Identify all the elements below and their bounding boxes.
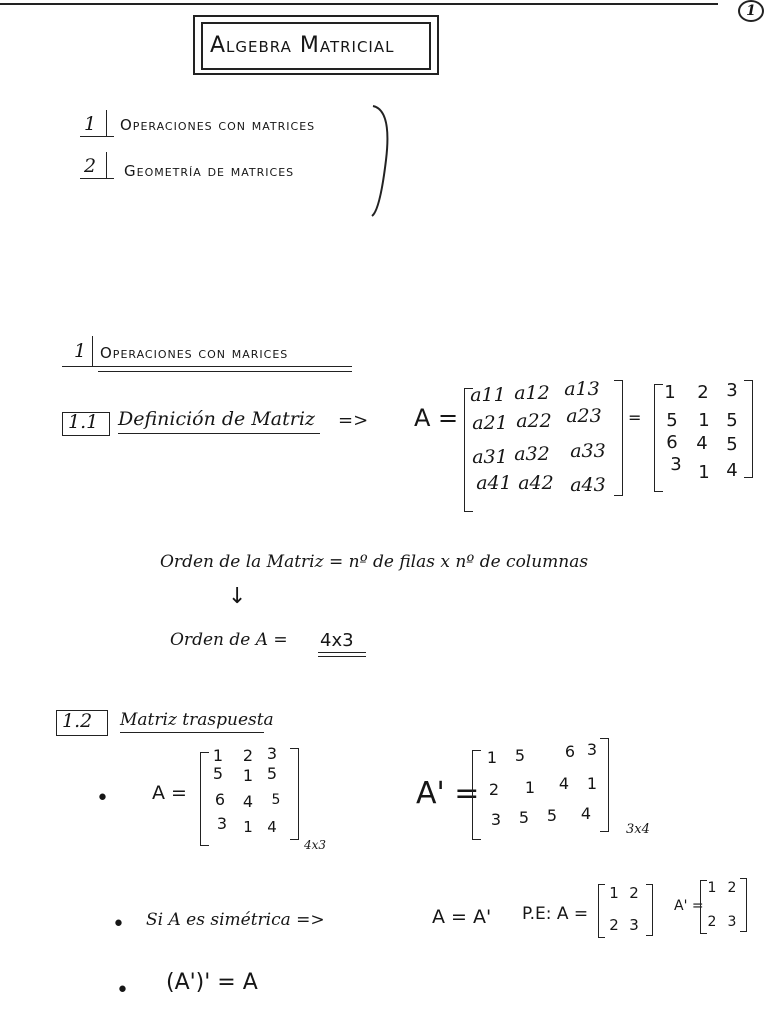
sub-1-1-number: 1.1 [68, 411, 99, 433]
ex-a-r3c1: 6 [214, 790, 226, 809]
cell-a13: a13 [564, 378, 600, 400]
ex-a-r2c3: 5 [266, 764, 278, 783]
toc-2-text: Geometría de matrices [124, 162, 295, 180]
pe-at-label: A' = [674, 898, 704, 914]
toc-2-number: 2 [84, 155, 97, 177]
cell-a32: a32 [514, 443, 550, 465]
ex-at-r1c1: 1 [486, 748, 498, 767]
ex-at-r2c4: 1 [586, 774, 598, 793]
matrix-symbolic-right-bracket [614, 380, 623, 496]
num-r1c1: 1 [664, 382, 676, 403]
sub-1-2-underline [120, 732, 264, 733]
example-a-right-bracket [290, 748, 299, 840]
section-1-underline-2 [98, 371, 352, 372]
sub-1-2-title: Matriz traspuesta [120, 710, 274, 730]
num-r4c3: 4 [726, 460, 738, 481]
num-r2c1: 5 [666, 410, 678, 431]
ex-a-r1c3: 3 [266, 744, 278, 763]
ex-a-r4c1: 3 [216, 814, 228, 833]
cell-a33: a33 [570, 440, 606, 462]
example-a-label: A = [152, 782, 187, 804]
symmetric-equation: A = A' [432, 906, 492, 928]
orden-definition: Orden de la Matriz = nº de filas x nº de columnas [160, 552, 589, 572]
orden-a-label: Orden de A = [170, 630, 288, 650]
pe-at-r2c1: 2 [707, 914, 717, 930]
ex-at-r1c3: 6 [564, 742, 576, 761]
ex-at-r3c2: 5 [518, 808, 530, 827]
ex-at-r3c1: 3 [490, 810, 502, 829]
num-r2c3: 5 [726, 410, 738, 431]
cell-a12: a12 [514, 382, 550, 404]
transpose-rule: (A')' = A [166, 970, 258, 995]
pe-a-right-bracket [646, 884, 653, 936]
pe-a-r1c1: 1 [609, 884, 619, 902]
example-pe-label: P.E: A = [522, 904, 589, 924]
ex-a-r4c3: 4 [267, 818, 277, 836]
sub-1-1-title: Definición de Matriz [118, 408, 315, 430]
example-at-dimension: 3x4 [626, 822, 650, 837]
ex-a-r1c2: 2 [242, 746, 254, 765]
section-1-bar [92, 336, 93, 366]
pe-a-r2c1: 2 [609, 916, 619, 934]
cell-a43: a43 [570, 474, 606, 496]
num-r1c3: 3 [726, 380, 738, 401]
orden-a-underline-1 [318, 652, 366, 653]
toc-1-text: Operaciones con matrices [120, 116, 316, 134]
toc-1-number: 1 [84, 113, 97, 135]
ex-at-r3c3: 5 [546, 806, 558, 825]
down-arrow: ↓ [228, 584, 247, 609]
example-at-label: A' = [416, 776, 480, 811]
ex-a-r4c2: 1 [243, 818, 253, 836]
matrix-equals: = [628, 408, 642, 427]
num-r3c1: 6 [666, 432, 678, 453]
num-r4c1: 3 [670, 454, 682, 475]
implies-arrow: => [338, 410, 369, 431]
orden-a-value: 4x3 [320, 630, 354, 651]
cell-a41: a41 [476, 472, 512, 494]
cell-a42: a42 [518, 472, 554, 494]
ex-at-r2c2: 1 [524, 778, 536, 797]
cell-a31: a31 [472, 446, 508, 468]
num-r3c2: 4 [696, 433, 708, 454]
num-r3c3: 5 [726, 434, 738, 455]
cell-a22: a22 [516, 410, 552, 432]
ex-a-r1c1: 1 [212, 746, 224, 765]
sub-1-1-underline [118, 433, 320, 434]
ex-a-r2c2: 1 [242, 766, 254, 785]
num-r4c2: 1 [698, 462, 710, 483]
bullet-1: • [96, 786, 109, 811]
example-a-dimension: 4x3 [304, 838, 327, 852]
ex-a-r2c1: 5 [212, 764, 224, 783]
sub-1-2-number: 1.2 [62, 710, 93, 732]
pe-at-r1c2: 2 [727, 880, 737, 896]
num-r1c2: 2 [697, 382, 709, 403]
page-title: Algebra Matricial [210, 33, 395, 58]
ex-at-r2c3: 4 [558, 774, 570, 793]
num-r2c2: 1 [698, 410, 710, 431]
matrix-a-label: A = [414, 404, 459, 432]
section-1-number: 1 [74, 340, 87, 362]
section-1-underline [62, 366, 352, 367]
bullet-3: • [116, 978, 129, 1003]
ex-a-r3c2: 4 [242, 792, 254, 811]
cell-a21: a21 [472, 412, 508, 434]
symmetric-condition: Si A es simétrica => [146, 910, 325, 930]
cell-a11: a11 [470, 384, 506, 406]
pe-a-r2c2: 3 [629, 916, 639, 934]
matrix-numeric-right-bracket [744, 380, 753, 478]
ex-at-r1c4: 3 [586, 740, 598, 759]
pe-at-r1c1: 1 [707, 880, 717, 896]
orden-a-underline-2 [318, 656, 366, 657]
ex-a-r3c3: 5 [271, 792, 281, 808]
ex-at-r1c2: 5 [514, 746, 526, 765]
page-number: 1 [738, 0, 764, 22]
cell-a23: a23 [566, 405, 602, 427]
section-1-title: Operaciones con marices [100, 344, 289, 362]
pe-a-r1c2: 2 [629, 884, 639, 902]
ex-at-r2c1: 2 [488, 780, 500, 799]
pe-at-r2c2: 3 [727, 914, 737, 930]
bullet-2: • [112, 912, 125, 937]
ex-at-r3c4: 4 [580, 804, 592, 823]
